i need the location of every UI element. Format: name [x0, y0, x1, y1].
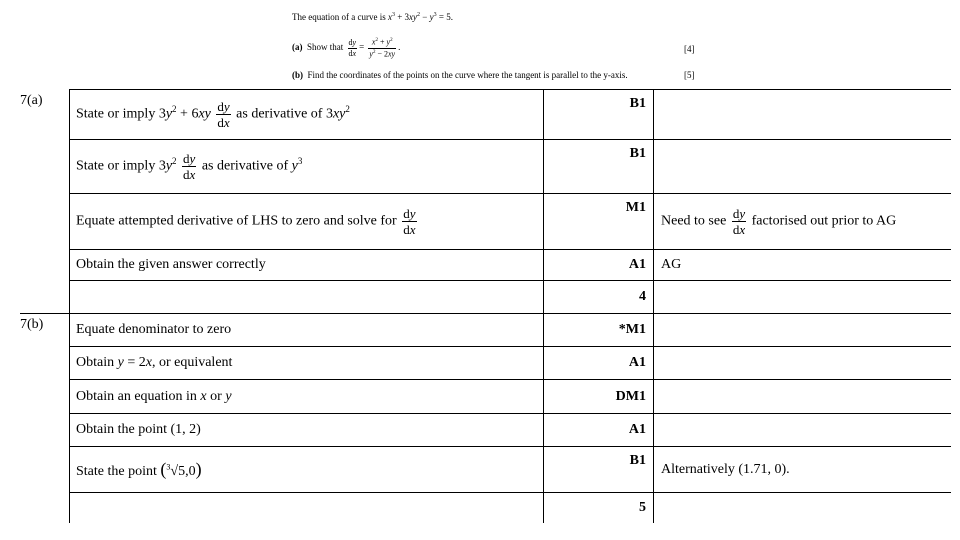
answer-cell: [70, 281, 544, 314]
question-intro: The equation of a curve is $x^3 + 3xy^2 - y^3 = 5$.: [292, 12, 453, 22]
part-a-text: Show that: [307, 42, 344, 53]
mark-cell: A1: [544, 250, 654, 281]
table-row: [20, 90, 951, 140]
mark-cell: B1: [544, 90, 654, 140]
answer-cell: Equate denominator to zero: [70, 314, 544, 347]
guidance-cell: [654, 347, 952, 380]
guidance-cell: [654, 493, 952, 523]
guidance-cell: [654, 281, 952, 314]
table-row: [20, 140, 951, 194]
answer-cell: Obtain y = 2x, or equivalent: [70, 347, 544, 380]
answer-cell: State or imply $3y^2 + 6xy$ $\frac{dy}{dx}$ as derivative of $3xy^2$: [70, 90, 544, 140]
table-row: [20, 281, 951, 314]
mark-cell: A1: [544, 414, 654, 447]
question-label-7a: 7(a): [20, 92, 43, 108]
guidance-cell: [654, 314, 952, 347]
guidance-cell: Need to see $\frac{dy}{dx}$ factorised out prior to AG: [654, 194, 952, 250]
answer-cell: State the point ($^3$√5,0): [70, 447, 544, 493]
part-b-marks: [5]: [684, 70, 695, 80]
guidance-cell: [654, 414, 952, 447]
mark-cell: B1: [544, 140, 654, 194]
table-row: [20, 250, 951, 281]
mark-scheme-table: [20, 89, 951, 523]
mark-total-7a: 4: [544, 281, 654, 314]
mark-cell: DM1: [544, 380, 654, 414]
mark-cell: B1: [544, 447, 654, 493]
table-row: [20, 493, 951, 523]
guidance-cell: AG: [654, 250, 952, 281]
guidance-cell: [654, 140, 952, 194]
part-b-text: Find the coordinates of the points on the curve where the tangent is parallel to the y-axis.: [307, 70, 628, 80]
mark-total-7b: 5: [544, 493, 654, 523]
table-row: [20, 194, 951, 250]
table-row: [20, 347, 951, 380]
part-a-label: (a): [292, 42, 303, 53]
answer-cell: Obtain an equation in x or y: [70, 380, 544, 414]
table-row: [20, 314, 951, 347]
question-label-7b: 7(b): [20, 314, 70, 523]
guidance-cell: [654, 90, 952, 140]
mark-cell: *M1: [544, 314, 654, 347]
table-row: [20, 414, 951, 447]
guidance-cell: [654, 380, 952, 414]
part-b-label: (b): [292, 70, 303, 80]
part-a-marks: [4]: [684, 44, 695, 54]
table-row: [20, 380, 951, 414]
answer-cell: Obtain the given answer correctly: [70, 250, 544, 281]
part-a-statement: (a) Show that $\frac{dy}{dx}$ = $\frac{x^2 + y^2}{y^2 - 2xy}$ .: [292, 37, 401, 59]
answer-cell: Obtain the point (1, 2): [70, 414, 544, 447]
part-b-statement: [292, 70, 628, 80]
mark-cell: A1: [544, 347, 654, 380]
answer-cell: [70, 493, 544, 523]
mark-cell: M1: [544, 194, 654, 250]
answer-cell: Equate attempted derivative of LHS to zero and solve for $\frac{dy}{dx}$: [70, 194, 544, 250]
guidance-cell: Alternatively (1.71, 0).: [654, 447, 952, 493]
answer-cell: State or imply $3y^2$ $\frac{dy}{dx}$ as derivative of $y^3$: [70, 140, 544, 194]
table-row: [20, 447, 951, 493]
